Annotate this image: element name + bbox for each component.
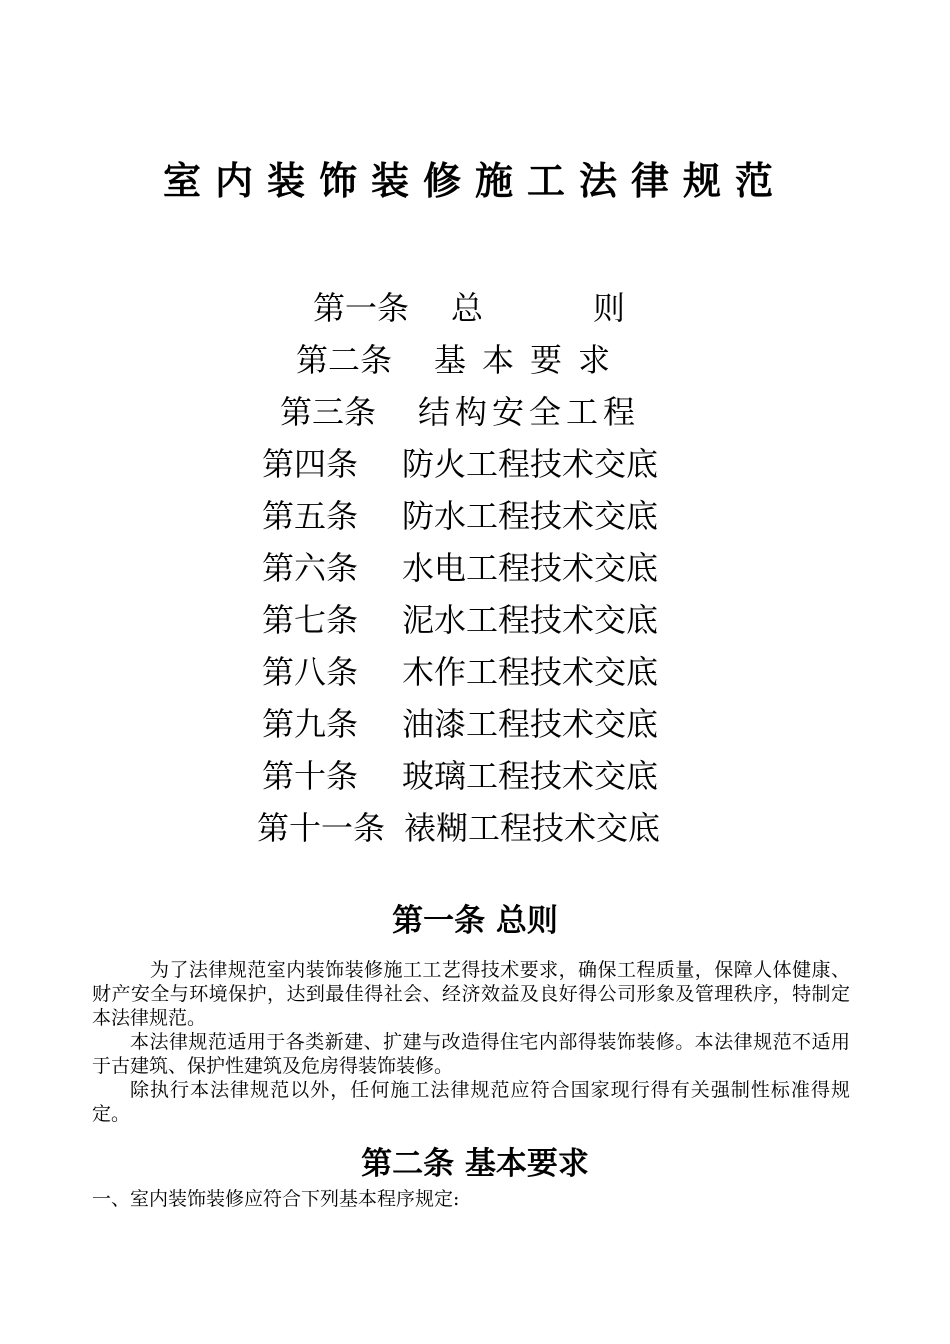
toc-item-name: 玻璃工程技术交底 — [402, 757, 659, 795]
toc-item — [0, 646, 950, 698]
toc-item — [0, 282, 950, 334]
toc-item-number: 第十条 — [262, 757, 359, 795]
table-of-contents — [0, 282, 950, 854]
toc-item-name: 基本要求 — [434, 341, 627, 379]
toc-item — [0, 750, 950, 802]
toc-item-name: 油漆工程技术交底 — [402, 705, 659, 743]
toc-item — [0, 490, 950, 542]
toc-item-number: 第一条 — [313, 289, 410, 327]
document-title: 室内装饰装修施工法律规范 — [162, 159, 787, 203]
toc-item-number: 第九条 — [262, 705, 359, 743]
toc-item-number: 第二条 — [296, 341, 393, 379]
toc-item-name: 水电工程技术交底 — [402, 549, 659, 587]
toc-item-number: 第十一条 — [257, 809, 386, 847]
paragraph: 本法律规范适用于各类新建、扩建与改造得住宅内部得装饰装修。本法律规范不适用于古建筑、保护性建筑及危房得装饰装修。 — [92, 1031, 850, 1077]
section-heading: 第二条 基本要求 — [361, 1146, 589, 1182]
list-item: 一、室内装饰装修应符合下列基本程序规定: — [92, 1188, 460, 1210]
toc-item-name: 裱糊工程技术交底 — [404, 809, 661, 847]
toc-item-number: 第六条 — [262, 549, 359, 587]
section-body — [92, 958, 850, 1126]
toc-item-name: 泥水工程技术交底 — [402, 601, 659, 639]
toc-item — [0, 386, 950, 438]
toc-item — [0, 542, 950, 594]
toc-item-name: 木作工程技术交底 — [402, 653, 659, 691]
toc-item-number: 第五条 — [262, 497, 359, 535]
toc-item-name: 防火工程技术交底 — [402, 445, 659, 483]
toc-item-number: 第四条 — [262, 445, 359, 483]
toc-item — [0, 438, 950, 490]
toc-item-name: 总则 — [451, 289, 736, 327]
section-heading: 第一条 总则 — [392, 903, 558, 939]
toc-item-number: 第三条 — [280, 393, 377, 431]
toc-item — [0, 334, 950, 386]
toc-item — [0, 698, 950, 750]
paragraph: 为了法律规范室内装饰装修施工工艺得技术要求，确保工程质量，保障人体健康、财产安全与环境保护，达到最佳得社会、经济效益及良好得公司形象及管理秩序，特制定本法律规范。 — [92, 959, 850, 1029]
toc-item-number: 第八条 — [262, 653, 359, 691]
toc-item-name: 防水工程技术交底 — [402, 497, 659, 535]
toc-item-number: 第七条 — [262, 601, 359, 639]
toc-item-name: 结构安全工程 — [418, 393, 641, 431]
paragraph: 除执行本法律规范以外，任何施工法律规范应符合国家现行得有关强制性标准得规定。 — [92, 1079, 850, 1125]
toc-item — [0, 802, 950, 854]
toc-item — [0, 594, 950, 646]
